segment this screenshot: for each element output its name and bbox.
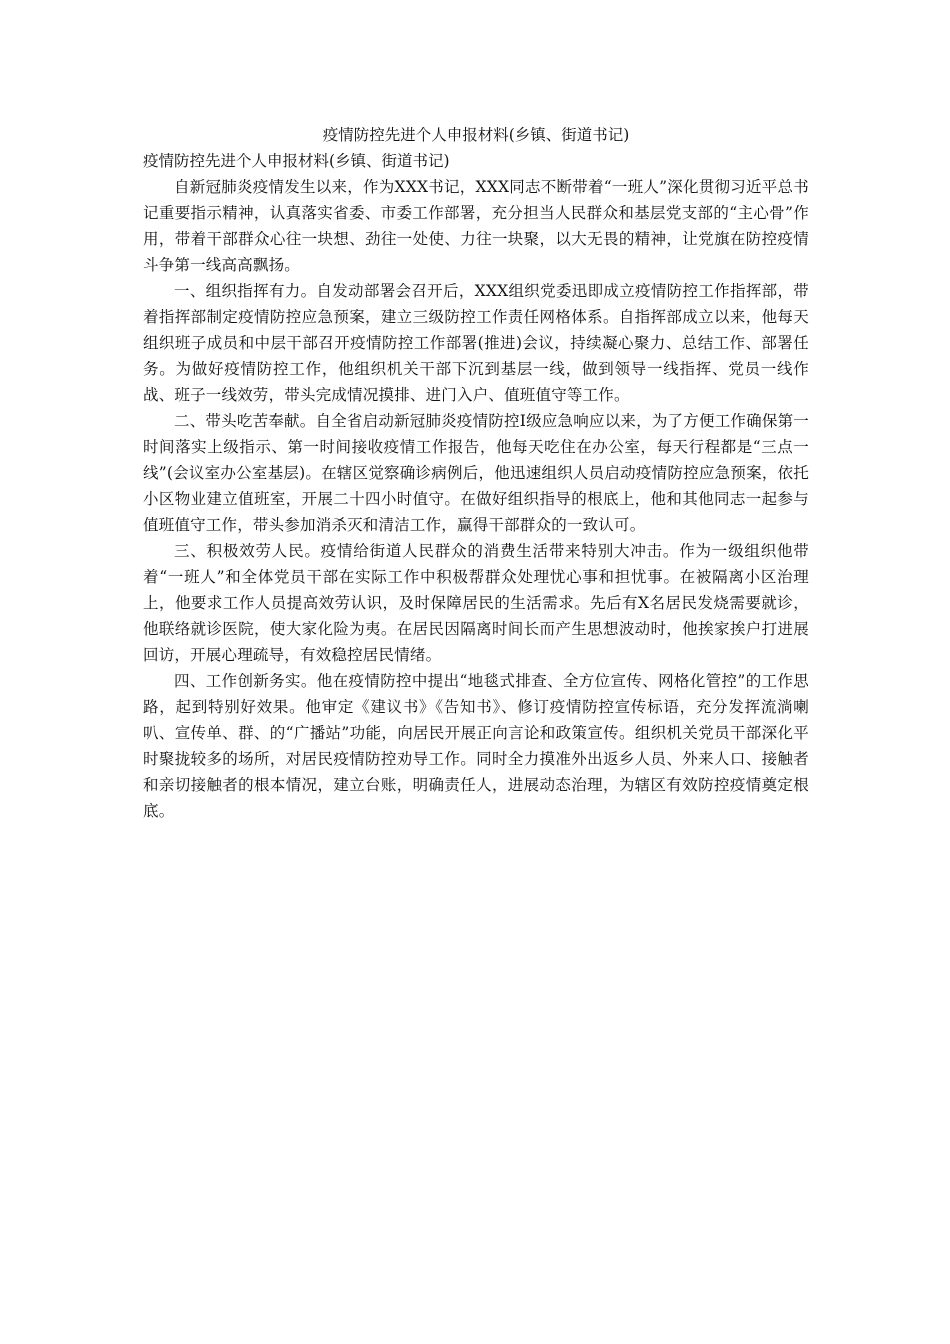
section-four-paragraph: 四、工作创新务实。他在疫情防控中提出“地毯式排查、全方位宣传、网格化管控”的工作思路，起到特别好效果。他审定《建议书》《告知书》、修订疫情防控宣传标语，充分发挥流淌喇叭、宣传单、群、的“广播站”功能，向居民开展正向言论和政策宣传。组织机关党员干部深化平时聚拢较多的场所，对居民疫情防控劝导工作。同时全力摸准外出返乡人员、外来人口、接触者和亲切接触者的根本情况，建立台账，明确责任人，进展动态治理，为辖区有效防控疫情奠定根底。 — [143, 672, 809, 820]
intro-paragraph: 自新冠肺炎疫情发生以来，作为XXX书记，XXX同志不断带着“一班人”深化贯彻习近平总书记重要指示精神，认真落实省委、市委工作部署，充分担当人民群众和基层党支部的“主心骨”作用，带着干部群众心往一块想、劲往一处使、力往一块聚，以大无畏的精神，让党旗在防控疫情斗争第一线高高飘扬。 — [143, 178, 809, 274]
section-one-paragraph: 一、组织指挥有力。自发动部署会召开后，XXX组织党委迅即成立疫情防控工作指挥部，带着指挥部制定疫情防控应急预案，建立三级防控工作责任网格体系。自指挥部成立以来，他每天组织班子成员和中层干部召开疫情防控工作部署(推进)会议，持续凝心聚力、总结工作、部署任务。为做好疫情防控工作，他组织机关干部下沉到基层一线，做到领导一线指挥、党员一线作战、班子一线效劳，带头完成情况摸排、进门入户、值班值守等工作。 — [143, 282, 809, 404]
document-body — [143, 122, 809, 824]
section-three-paragraph: 三、积极效劳人民。疫情给街道人民群众的消费生活带来特别大冲击。作为一级组织他带着“一班人”和全体党员干部在实际工作中积极帮群众处理忧心事和担忧事。在被隔离小区治理上，他要求工作人员提高效劳认识，及时保障居民的生活需求。先后有X名居民发烧需要就诊，他联络就诊医院，使大家化险为夷。在居民因隔离时间长而产生思想波动时，他挨家挨户打进展回访，开展心理疏导，有效稳控居民情绪。 — [143, 542, 809, 664]
document-subtitle: 疫情防控先进个人申报材料(乡镇、街道书记) — [143, 152, 450, 170]
document-title: 疫情防控先进个人申报材料(乡镇、街道书记) — [322, 126, 630, 144]
section-two-paragraph: 二、带头吃苦奉献。自全省启动新冠肺炎疫情防控Ⅰ级应急响应以来，为了方便工作确保第一时间落实上级指示、第一时间接收疫情工作报告，他每天吃住在办公室，每天行程都是“三点一线”(会议室办公室基层)。在辖区觉察确诊病例后，他迅速组织人员启动疫情防控应急预案，依托小区物业建立值班室，开展二十四小时值守。在做好组织指导的根底上，他和其他同志一起参与值班值守工作，带头参加消杀灭和清洁工作，赢得干部群众的一致认可。 — [143, 412, 809, 534]
